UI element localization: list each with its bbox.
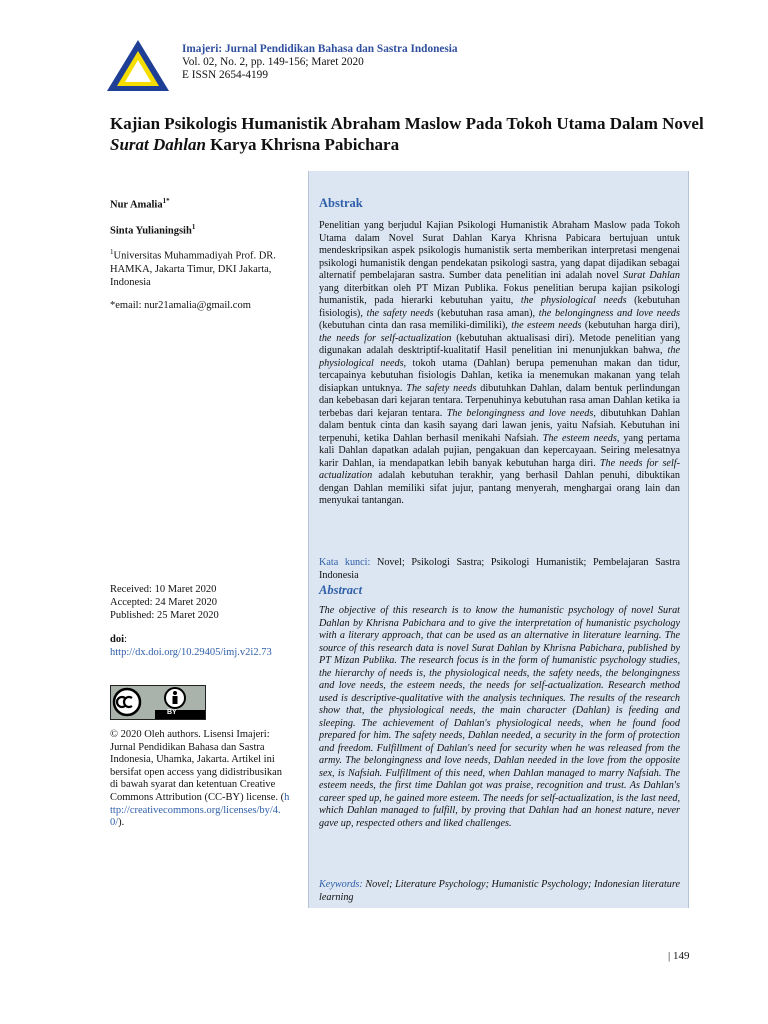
cc-icon: [111, 686, 205, 719]
date-accepted: Accepted: 24 Maret 2020: [110, 597, 218, 608]
abstrak-segment: (kebutuhan aktualisasi diri). Metode penelitian yang digunakan adalah desktriptif-kualitatif Hasil penelitian ini menunjukkan bahwa,: [319, 332, 680, 356]
abstrak-segment: (kebutuhan fisiologis),: [319, 295, 680, 319]
abstract-body: The objective of this research is to know the humanistic psychology of novel Surat Dahlan by Khrisna Pabichara and to give the interpretation of humanistic psychology with a literary approach, that can be used as an alternative in literature learning. The source of this research data is novel Surat Dahlan by Khrisna Pabichara, published by PT Mizan Publika. The research focus is in the form of humanistic psychology studies, the hierarchy of needs is, the physiological needs, the safety needs, the belongingness and love needs, the esteem needs, the needs for self-actualization. Research method used is descriptive-qualitative with the analysis techniques. The results of the research show that, the physiological needs, the main character (Dahlan) is feeding and sleeping. The achievement of Dahlan's physiological needs, when he found food prepared for him. The safety needs, Dahlan needed, a security in the form of protection and freedom. Fulfillment of Dahlan's need for security when he was released from the army. The belongingness and love needs, Dahlan needed in the love from the opposite sex, is Nafsiah. Fulfillment of this need, when Dahlan managed to marry Nafsiah. The esteem needs, the first time Dahlan got was praise, recognition and trust. As Dahlan's career sped up, he gained more esteem. The needs for self-actualization, is the last need, which Dahlan managed to fulfill, by proving that Dahlan had an honest nature, never gave up, respected others and liked challenges.: [319, 605, 680, 829]
journal-header: [182, 43, 458, 82]
keywords: [319, 879, 680, 904]
abstrak-segment: the physiological needs: [520, 295, 627, 306]
abstrak-segment: , yang pertama kali Dahlan dapatkan adalah pujian, pengakuan dan kepercayaan. Seiring melesatnya karir Dahlan, ia mendapatkan lebih banyak kebutuhan harga diri.: [319, 432, 680, 469]
abstrak-segment: (kebutuhan harga diri),: [581, 320, 681, 331]
abstrak-heading: Abstrak: [319, 196, 363, 210]
abstrak-segment: the esteem needs: [511, 320, 582, 331]
abstrak-segment: adalah kebutuhan terakhir, yang berhasil Dahlan penuhi, dibuktikan dengan Dahlan memiliki sifat jujur, pantang menyerah, menghargai orang lain dan menyukai tantangan.: [319, 470, 680, 506]
abstrak-segment: Surat Dahlan: [623, 270, 680, 281]
author-2: [110, 221, 296, 238]
author-1-sup: 1*: [162, 197, 170, 205]
author-block: [110, 195, 296, 312]
license-link[interactable]: http://creativecommons.org/licenses/by/4.0/: [110, 791, 290, 829]
doi-block: doi: http://dx.doi.org/10.29405/imj.v2i2.73: [110, 633, 290, 659]
title-part1: Kajian Psikologis Humanistik Abraham Maslow Pada Tokoh Utama Dalam Novel: [110, 114, 704, 133]
doi-link[interactable]: http://dx.doi.org/10.29405/imj.v2i2.73: [110, 647, 272, 658]
abstract-heading: Abstract: [319, 583, 363, 597]
license-open-paren: (: [280, 791, 285, 803]
article-dates: [110, 583, 300, 622]
abstrak-segment: the needs for self-actualization: [319, 332, 452, 344]
journal-logo: [107, 38, 169, 94]
affiliation-sup: 1: [110, 248, 114, 256]
date-published: Published: 25 Maret 2020: [110, 610, 219, 621]
abstrak-segment: (kebutuhan cinta dan rasa memiliki-dimiliki),: [319, 320, 512, 331]
cc-by-badge[interactable]: [110, 685, 206, 720]
abstrak-segment: Penelitian yang berjudul Kajian Psikologi Humanistik Abraham Maslow pada Tokoh Utama dalam Novel Surat Dahlan Karya Khrisna Pabicara bertujuan untuk mendeskripsikan aspek psikologis humanistik serta memberikan interpretasi mengenai psikologi humanistik dengan pendekatan psikologi sastra, yang dapat dijadikan sebagai alternatif pembelajaran sastra. Sumber data penelitian ini adalah novel: [319, 220, 680, 281]
abstrak-segment: The needs for self-actualization: [319, 457, 680, 481]
kata-kunci-text: Novel; Psikologi Sastra; Psikologi Humanistik; Pembelajaran Sastra Indonesia: [319, 557, 680, 581]
abstrak-segment: The belongingness and love needs: [446, 407, 594, 419]
affiliation: [110, 246, 296, 289]
keywords-text: Novel; Literature Psychology; Humanistic Psychology; Indonesian literature learning: [319, 879, 680, 903]
page-number: | 149: [668, 950, 690, 962]
date-received: Received: 10 Maret 2020: [110, 584, 217, 595]
kata-kunci-label: Kata kunci:: [319, 557, 371, 568]
title-italic: Surat Dahlan: [110, 135, 206, 154]
abstrak-body: [319, 220, 680, 508]
abstrak-segment: yang diterbitkan oleh PT Mizan Publika. Fokus penelitian berupa kajian psikologi humanistik, pada hierarki kebutuhan yaitu,: [319, 282, 680, 306]
license-text: [110, 729, 290, 830]
abstrak-segment: , dibutuhkan Dahlan dalam bentuk cinta dan kasih sayang dari lawan jenis, yaitu Nafsiah. Kebutuhan ini terpenuhi, ketika Dahlan berhasil menikahi Nafsiah.: [319, 407, 681, 444]
paper-title: [110, 113, 710, 155]
author-1-name: Nur Amalia: [110, 199, 163, 211]
abstrak-segment: the safety needs: [366, 307, 434, 319]
author-1: [110, 195, 296, 212]
abstrak-segment: the belongingness and love needs: [538, 307, 680, 319]
cc-by-label: BY: [167, 709, 177, 716]
journal-volume: Vol. 02, No. 2, pp. 149-156; Maret 2020: [182, 56, 364, 68]
abstrak-segment: The esteem needs: [542, 432, 617, 444]
email: *email: nur21amalia@gmail.com: [110, 299, 251, 311]
journal-issn: E ISSN 2654-4199: [182, 69, 268, 81]
abstrak-segment: (kebutuhan rasa aman),: [433, 307, 539, 319]
abstrak-segment: dibutuhkan Dahlan, dalam bentuk perlindungan dan kebebasan dari kejaran tentara. Terpenuhinya kebutuhan rasa aman Dahlan ketika ia terbebas dari kejaran tentara.: [319, 382, 680, 419]
journal-name: Imajeri: Jurnal Pendidikan Bahasa dan Sastra Indonesia: [182, 43, 458, 55]
kata-kunci: [319, 557, 680, 582]
affiliation-text: Universitas Muhammadiyah Prof. DR. HAMKA, Jakarta Timur, DKI Jakarta, Indonesia: [110, 250, 276, 288]
abstrak-segment: The safety needs: [406, 382, 477, 394]
title-part2: Karya Khrisna Pabichara: [205, 135, 400, 154]
keywords-label: Keywords:: [319, 879, 363, 890]
abstrak-segment: the physiological needs: [319, 345, 680, 369]
doi-label: doi: [110, 634, 125, 645]
license-body: © 2020 Oleh authors. Lisensi Imajeri: Jurnal Pendidikan Bahasa dan Sastra Indonesia, Uhamka, Jakarta. Artikel ini bersifat open access yang didistribusikan di bawah syarat dan ketentuan Creative Commons Attribution (CC-BY) license.: [110, 729, 283, 803]
abstrak-segment: , tokoh utama (Dahlan) berupa pemenuhan makan dan tidur, tercapainya kebutuhan fisiologis Dahlan, ketika ia menemukan makanan yang telah disiapkan untuknya.: [319, 357, 680, 394]
author-2-name: Sinta Yulianingsih: [110, 225, 192, 236]
author-2-sup: 1: [191, 222, 196, 231]
license-close: ).: [118, 817, 125, 829]
